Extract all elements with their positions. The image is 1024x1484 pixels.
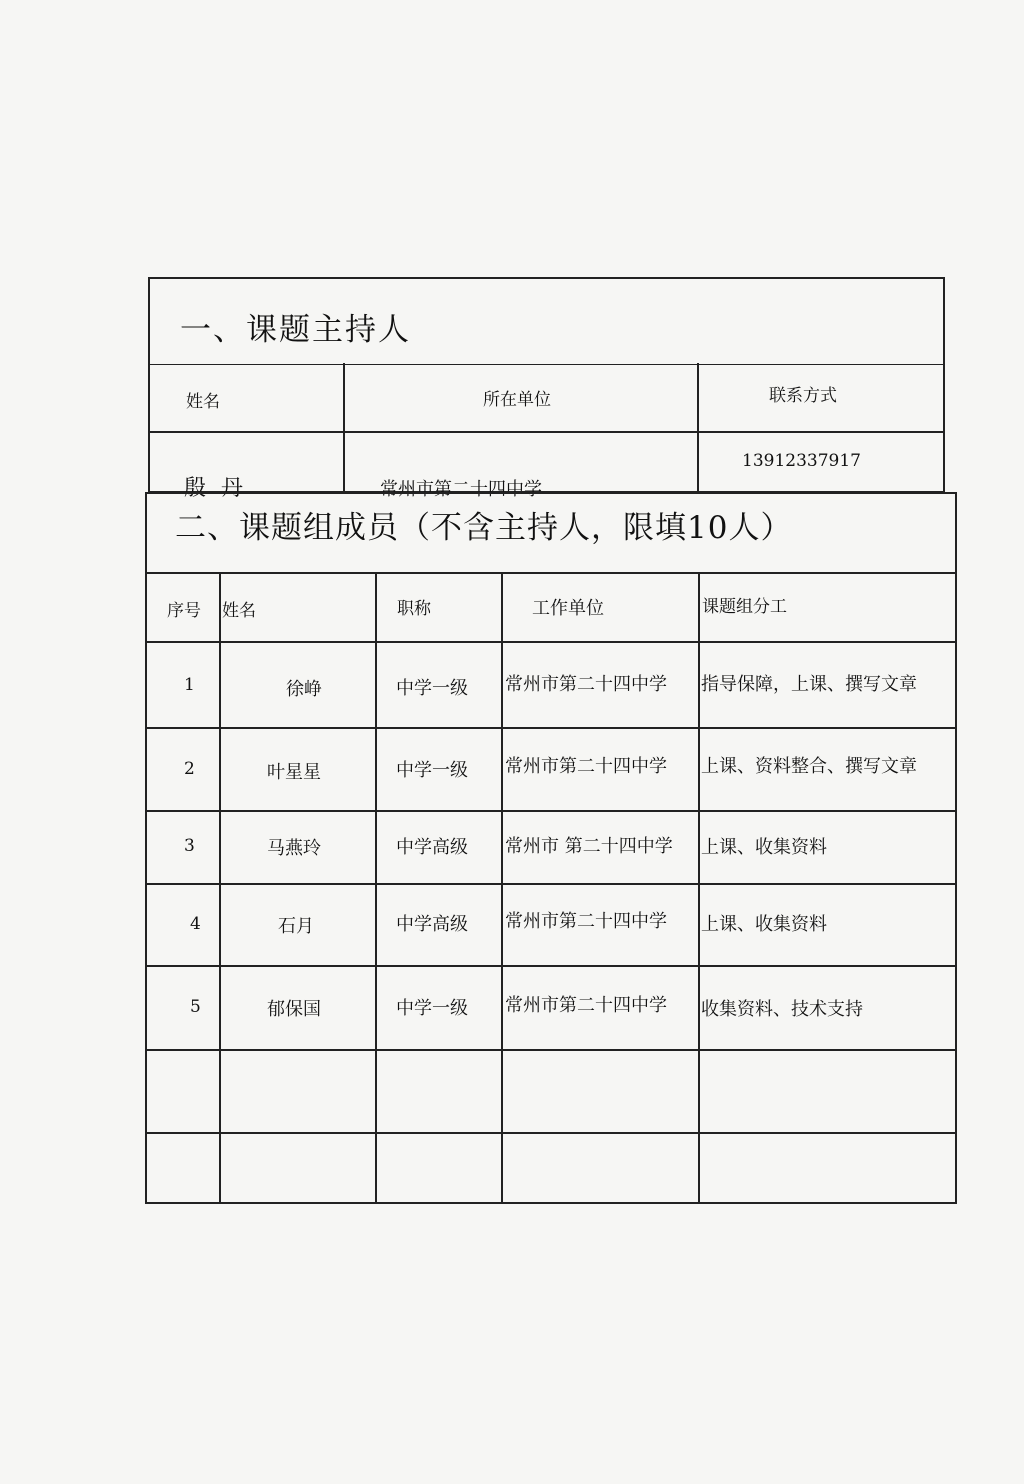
host-header-name: 姓名 bbox=[186, 392, 220, 412]
member-2-unit: 常州市第二十四中学 bbox=[505, 756, 667, 777]
members-row-line-3 bbox=[147, 810, 957, 812]
host-row-divider bbox=[150, 431, 945, 433]
members-row-line-4 bbox=[147, 883, 957, 885]
member-5-unit: 常州市第二十四中学 bbox=[505, 995, 667, 1016]
members-col-divider-2 bbox=[375, 572, 377, 1204]
member-2-name: 叶星星 bbox=[267, 762, 321, 783]
member-1-unit: 常州市第二十四中学 bbox=[505, 674, 667, 695]
member-5-name: 郁保国 bbox=[267, 999, 321, 1020]
host-section-header bbox=[150, 279, 943, 365]
member-1-name: 徐峥 bbox=[286, 679, 322, 700]
members-section-title: 二、课题组成员（不含主持人，限填10人） bbox=[175, 510, 793, 546]
member-3-title: 中学高级 bbox=[396, 837, 468, 858]
host-unit: 常州市第二十四中学 bbox=[380, 479, 542, 500]
member-4-name: 石月 bbox=[278, 916, 314, 937]
members-header-role: 课题组分工 bbox=[702, 597, 787, 617]
host-header-contact: 联系方式 bbox=[769, 386, 837, 406]
member-4-role: 上课、收集资料 bbox=[701, 914, 827, 935]
member-1-index: 1 bbox=[184, 675, 195, 695]
member-5-index: 5 bbox=[190, 997, 201, 1017]
host-contact: 13912337917 bbox=[742, 451, 861, 471]
member-5-title: 中学一级 bbox=[396, 998, 468, 1019]
member-5-role: 收集资料、技术支持 bbox=[701, 999, 863, 1020]
members-col-divider-1 bbox=[219, 572, 221, 1204]
members-header-title: 职称 bbox=[397, 599, 431, 619]
host-section bbox=[148, 277, 945, 501]
member-4-index: 4 bbox=[190, 914, 201, 934]
members-header-unit: 工作单位 bbox=[532, 598, 604, 619]
host-header-unit: 所在单位 bbox=[483, 390, 551, 410]
member-2-title: 中学一级 bbox=[396, 760, 468, 781]
member-4-title: 中学高级 bbox=[396, 914, 468, 935]
members-header-index: 序号 bbox=[167, 601, 201, 621]
members-col-divider-4 bbox=[698, 572, 700, 1204]
member-2-index: 2 bbox=[184, 759, 195, 779]
host-col-divider-2 bbox=[697, 363, 699, 493]
member-3-unit: 常州市 第二十四中学 bbox=[505, 836, 673, 857]
members-section bbox=[145, 492, 957, 1204]
members-header-name: 姓名 bbox=[222, 601, 256, 621]
member-3-name: 马燕玲 bbox=[267, 838, 321, 859]
member-3-role: 上课、收集资料 bbox=[701, 837, 827, 858]
host-name: 殷 丹 bbox=[184, 476, 247, 501]
members-row-line-5 bbox=[147, 965, 957, 967]
member-2-role: 上课、资料整合、撰写文章 bbox=[701, 756, 917, 777]
members-row-line-1 bbox=[147, 641, 957, 643]
member-1-role: 指导保障，上课、撰写文章 bbox=[701, 674, 917, 695]
members-header-top-line bbox=[147, 572, 957, 574]
members-row-line-2 bbox=[147, 727, 957, 729]
member-4-unit: 常州市第二十四中学 bbox=[505, 911, 667, 932]
host-col-divider-1 bbox=[343, 363, 345, 493]
members-row-line-7 bbox=[147, 1132, 957, 1134]
host-section-title: 一、课题主持人 bbox=[180, 312, 411, 348]
member-3-index: 3 bbox=[184, 836, 195, 856]
member-1-title: 中学一级 bbox=[396, 678, 468, 699]
members-col-divider-3 bbox=[501, 572, 503, 1204]
members-row-line-6 bbox=[147, 1049, 957, 1051]
